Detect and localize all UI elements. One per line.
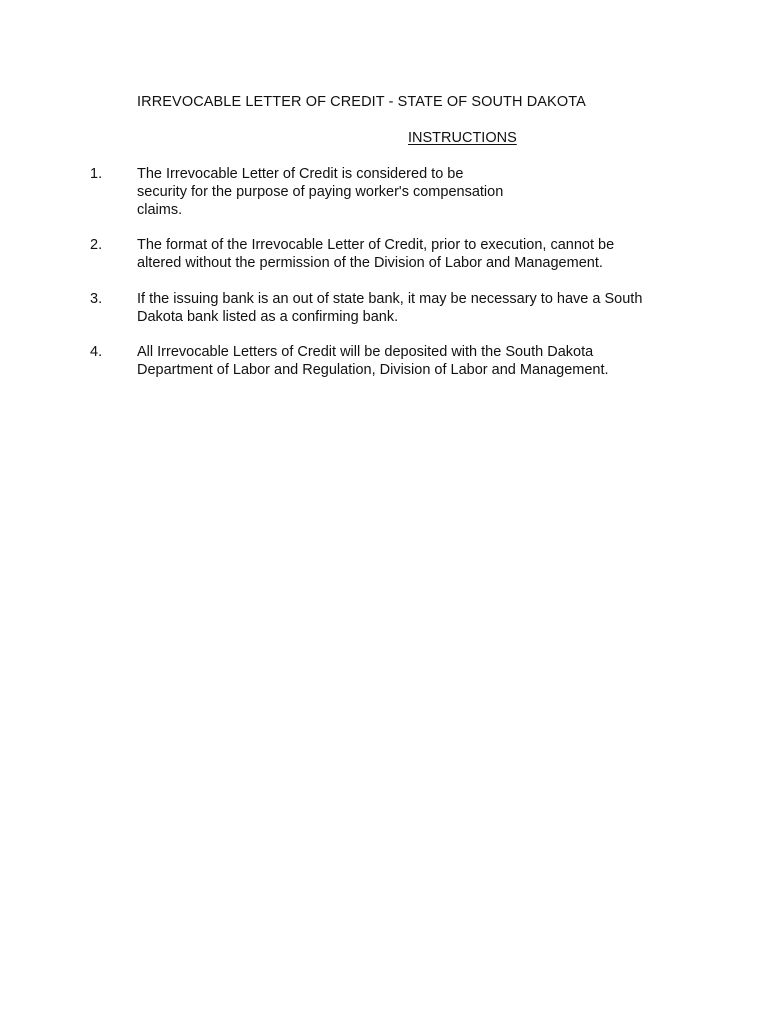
item-line: Dakota bank listed as a confirming bank. xyxy=(137,309,399,325)
item-number: 1. xyxy=(90,166,103,182)
item-text xyxy=(137,165,503,219)
item-number: 3. xyxy=(90,291,103,307)
item-line: Department of Labor and Regulation, Division of Labor and Management. xyxy=(137,362,609,378)
item-line: altered without the permission of the Division of Labor and Management. xyxy=(137,255,603,271)
item-number: 4. xyxy=(90,344,103,360)
item-line: The format of the Irrevocable Letter of Credit, prior to execution, cannot be xyxy=(137,237,615,253)
item-text xyxy=(137,343,609,379)
item-text xyxy=(137,290,642,326)
item-line: All Irrevocable Letters of Credit will be deposited with the South Dakota xyxy=(137,344,594,360)
item-line: claims. xyxy=(137,202,183,218)
document-title: IRREVOCABLE LETTER OF CREDIT - STATE OF SOUTH DAKOTA xyxy=(137,94,586,110)
item-line: If the issuing bank is an out of state bank, it may be necessary to have a South xyxy=(137,291,643,307)
instructions-heading: INSTRUCTIONS xyxy=(408,130,517,146)
item-line: security for the purpose of paying worker's compensation xyxy=(137,184,504,200)
item-text xyxy=(137,236,614,272)
item-line: The Irrevocable Letter of Credit is considered to be xyxy=(137,166,464,182)
item-number: 2. xyxy=(90,237,103,253)
